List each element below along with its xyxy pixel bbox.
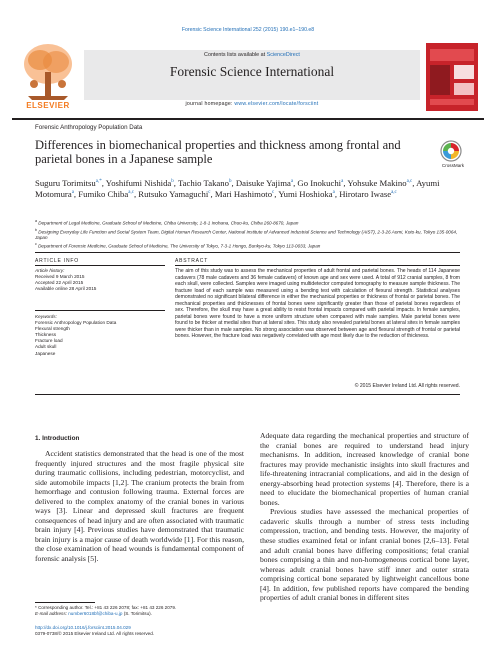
author-affiliation-mark[interactable]: a: [332, 190, 335, 196]
section-heading: 1. Introduction: [35, 435, 80, 442]
keywords: [35, 314, 165, 357]
author-name: Yoshifumi Nishida: [105, 177, 172, 188]
author-affiliation-mark[interactable]: c: [272, 190, 275, 196]
sciencedirect-link[interactable]: ScienceDirect: [266, 52, 300, 58]
journal-cover-image: [426, 43, 478, 111]
contents-line: [84, 52, 420, 58]
keyword: Fracture load: [35, 338, 63, 344]
corresponding-author: * Corresponding author. Tel.: +81 43 226 2078; fax: +81 43 226 2079.: [35, 605, 177, 610]
doi-block: [35, 625, 250, 637]
body-column-left: [35, 449, 244, 564]
journal-title: Forensic Science International: [169, 64, 335, 79]
author[interactable]: [178, 178, 231, 188]
author[interactable]: [236, 178, 293, 188]
author-affiliation-mark[interactable]: a: [341, 179, 344, 184]
affiliation-c: $^c$ Department of Forensic Medicine, Graduate School of Medicine, The University of Tokyo, 7-3-1 Hongo, Bunkyo-ku, Tokyo 113-0033, Japan: [35, 242, 321, 249]
keyword: Thickness: [35, 332, 57, 338]
author-name: Suguru Torimitsu: [35, 177, 96, 188]
keyword: Forensic Anthropology Population Data: [35, 320, 117, 326]
author-affiliation-mark[interactable]: a,c: [406, 179, 413, 184]
author[interactable]: [215, 189, 274, 199]
elsevier-tree-logo: [18, 40, 78, 102]
divider: [35, 252, 460, 253]
keyword: Adult skull: [35, 344, 57, 350]
author-affiliation-mark[interactable]: b: [171, 179, 174, 184]
author-name: Go Inokuchi: [297, 177, 342, 188]
author-name: Hirotaro Iwase: [339, 189, 392, 200]
doi-link[interactable]: http://dx.doi.org/10.1016/j.forsciint.2015.04.029: [35, 625, 131, 630]
history-accepted: Accepted 22 April 2015: [35, 280, 84, 286]
author[interactable]: [347, 178, 412, 188]
section-label: Forensic Anthropology Population Data: [35, 124, 143, 131]
author-affiliation-mark[interactable]: a,c: [391, 190, 397, 196]
paragraph: Accident statistics demonstrated that the head is one of the most frequently injured structures and the most fragile physical site during traumatic collisions, including pedestrian, motorcyclist, and side automobile impacts [1,2]. The cranium protects the brain from hemorrhage and contusion following trauma. External forces are delivered to the complex anatomy of the cranial bones in various ways [3]. Linear and depressed skull fractures are frequent consequences of head injury and are often associated with traumatic brain injury [4]. Previous studies have demonstrated that traumatic brain injury is a major cause of death worldwide [1]. For this reason, the close examination of head wounds is fundamental component of forensic analysis [5].: [35, 449, 244, 564]
journal-citation[interactable]: Forensic Science International 252 (2015) 190.e1–190.e8: [181, 27, 315, 33]
author-name: Mari Hashimoto: [214, 189, 273, 200]
author-name: Daisuke Yajima: [235, 177, 291, 188]
author-name: Yumi Hoshioka: [278, 189, 333, 200]
author[interactable]: [78, 189, 134, 199]
divider: [35, 310, 165, 311]
author-name: Fumiko Chiba: [78, 189, 129, 200]
homepage-prefix: journal homepage:: [185, 101, 235, 107]
keyword: Flexural strength: [35, 326, 70, 332]
crossmark-icon[interactable]: [440, 140, 462, 162]
email-line: E-mail address: number6018bf@chiba-u.jp (S. Torimitsu).: [35, 610, 152, 616]
keywords-label: Keywords:: [35, 314, 57, 319]
author[interactable]: [35, 178, 102, 188]
history-label: Article history:: [35, 268, 65, 273]
crossmark-label: CrossMark: [441, 163, 465, 168]
issn-line: 0379-0738/© 2015 Elsevier Ireland Ltd. All rights reserved.: [35, 631, 155, 636]
footnote-rule: [35, 602, 95, 603]
author-name: Tachio Takano: [177, 177, 229, 188]
article-history: [35, 268, 165, 292]
history-received: Received 9 March 2015: [35, 274, 85, 280]
author-list: Suguru Torimitsu$^{a,*}$, Yoshifumi Nishida$^b$, Tachio Takano$^b$, Daisuke Yajima$^a$, Go Inokuchi$^a$, Yohsuke Makino$^{a,c}$, Ayumi Motomura$^a$, Fumiko Chiba$^{a,c}$, Rutsuko Yamaguchi$^c$, Mari Hashimoto$^c$, Yumi Hoshioka$^a$, Hirotaro Iwase$^{a,c}$: [35, 177, 440, 200]
divider: [35, 394, 460, 395]
author[interactable]: [138, 189, 210, 199]
affiliation-a: $^a$ Department of Legal Medicine, Graduate School of Medicine, Chiba University, 1-8-1 Inohana, Chuo-ku, Chiba 260-8670, Japan: [35, 219, 299, 226]
author-affiliation-mark[interactable]: a,*: [95, 179, 102, 184]
author[interactable]: [278, 189, 335, 199]
abstract-copyright: © 2015 Elsevier Ireland Ltd. All rights reserved.: [354, 383, 460, 389]
header-rule: [12, 118, 484, 120]
keyword: Japanese: [35, 350, 56, 356]
author[interactable]: [106, 178, 174, 188]
paragraph: Previous studies have assessed the mechanical properties of cadaveric skulls through a number of stress tests including compression, traction, and bending tests. However, the majority of these studies examined fetal or infant cranial bones [2,6–13]. Fetal and adult cranial bones have differing compositions; fetal cranial bones comprising a thin and non-homogeneous cortical bone layer, whereas adult cranial bones have stiff inner and outer strata comprising cortical bone separated by lightweight cancellous bone [4]. In addition, few published reports have compared the bending properties of adult cranial bones in different sites: [260, 507, 469, 603]
journal-homepage: [84, 101, 420, 107]
email-link[interactable]: number6018bf@chiba-u.jp: [68, 610, 123, 616]
author[interactable]: [339, 189, 397, 199]
homepage-link[interactable]: www.elsevier.com/locate/forsciint: [234, 101, 319, 107]
contents-prefix: Contents lists available at: [204, 52, 267, 58]
divider: [35, 265, 165, 266]
author-affiliation-mark[interactable]: c: [208, 190, 211, 196]
author-name: Rutsuko Yamaguchi: [138, 189, 209, 200]
author-affiliation-mark[interactable]: a: [290, 179, 294, 184]
author-name: Ayumi Motomura: [35, 177, 440, 200]
article-title: Differences in biomechanical properties and thickness among frontal and parietal bones in a Japanese sample: [35, 138, 401, 166]
author-affiliation-mark[interactable]: a: [71, 190, 74, 196]
abstract-text: The aim of this study was to assess the mechanical properties of adult frontal and parietal bones. The heads of 114 Japanese cadavers (78 male cadavers and 36 female cadavers) of known age and sex were used. A total of 912 cranial samples, 8 from each skull, were collected. Samples were imaged using multidetector computed tomography to measure sample thickness. The fracture load of each sample was measured using a bending test with calculation of flexural strength. Statistical analyses demonstrated no significant bilateral difference in either the mechanical properties or thickness of frontal or parietal bones. The mechanical properties and thicknesses of frontal bones were significantly greater than those of parietal bones regardless of sex. Therefore, the skull may have a great ability to resist frontal impacts compared with parietal impacts. In female samples, parietal bones were found to have a more uniform structure when compared with male samples. Male parietal bones were found to be thicker at medial sites than at lateral sites. This study also revealed parietal bones at lateral sites in female samples were thicker than in male samples. No strong association was observed between age and flexural strength of frontal or parietal bones. However, the fracture load was negatively correlated with age most likely due to the reduction of thickness.: [175, 268, 460, 340]
paragraph: Adequate data regarding the mechanical properties and structure of the cranial bones are required to understand head injury mechanisms. In addition, increased knowledge of cranial bone fractures may provide mechanistic insights into skull fractures and life-threatening intracranial complications, and aid in the design of energy-absorbing head protection systems [4]. Therefore, there is a need to elucidate the biomechanical properties of human cranial bones.: [260, 431, 469, 507]
abstract-heading: ABSTRACT: [175, 258, 209, 264]
divider: [175, 265, 460, 266]
author-affiliation-mark[interactable]: b: [228, 179, 232, 184]
author-affiliation-mark[interactable]: a,c: [128, 190, 134, 196]
author[interactable]: [297, 178, 343, 188]
affiliations: [35, 218, 460, 250]
affiliation-b: $^b$ Designing Everyday Life Function and Social System Team, Digital Human Research Center, National Institute of Advanced Industrial Science and Technology (AIST), 2-3-26 Aomi, Koto-ku, Tokyo 135-0064, Japan: [35, 227, 458, 241]
article-info-heading: ARTICLE INFO: [35, 258, 79, 264]
body-column-right: [260, 431, 469, 603]
publisher-wordmark: ELSEVIER: [26, 101, 70, 110]
author-name: Yohsuke Makino: [347, 177, 407, 188]
corresponding-author-footnote: [35, 605, 250, 617]
history-online: Available online 28 April 2015: [35, 286, 97, 292]
